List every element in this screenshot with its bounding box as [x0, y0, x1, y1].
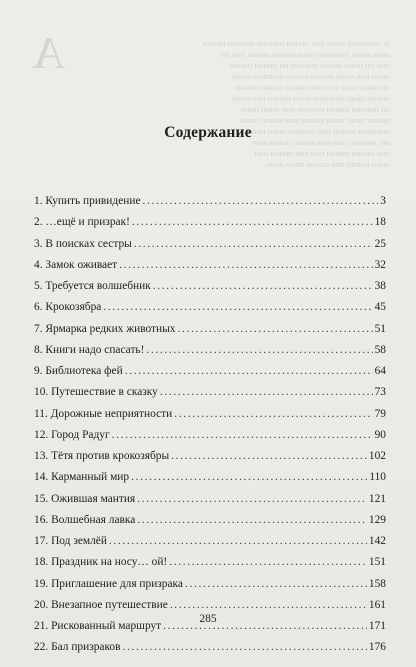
toc-entry-page: 161	[368, 598, 386, 611]
dot-leader	[125, 361, 373, 382]
toc-entry-title: 10. Путешествие в сказку	[34, 386, 158, 399]
dot-leader	[119, 255, 372, 276]
toc-entry-title: 14. Карманный мир	[34, 471, 130, 484]
toc-entry-title: 9. Библиотека фей	[34, 365, 123, 377]
toc-entry-title: 22. Бал призраков	[34, 641, 121, 654]
page-number: 285	[199, 613, 217, 625]
contents-heading: Содержание	[164, 124, 252, 141]
toc-entry-title: 5. Требуется волшебник	[34, 280, 151, 292]
toc-entry	[34, 319, 386, 340]
toc-entry	[34, 234, 386, 255]
toc-entry-page: 176	[368, 641, 386, 654]
toc-entry	[34, 340, 386, 361]
dot-leader	[171, 446, 367, 467]
dot-leader	[169, 552, 367, 573]
dot-leader	[122, 637, 366, 658]
dot-leader	[177, 319, 372, 340]
toc-entry	[34, 276, 386, 297]
dot-leader	[185, 574, 367, 595]
toc-entry-title: 3. В поисках сестры	[34, 237, 132, 250]
dot-leader	[134, 234, 373, 255]
toc-entry	[34, 191, 386, 212]
toc-entry-page: 158	[368, 577, 386, 590]
toc-entry-page: 32	[374, 258, 386, 271]
toc-entry-title: 20. Внезапное путешествие	[34, 598, 168, 611]
toc-entry-title: 2. …ещё и призрак!	[34, 216, 130, 229]
toc-entry	[34, 467, 386, 488]
toc-entry-page: 129	[368, 513, 386, 526]
dot-leader	[137, 510, 367, 531]
dot-leader	[137, 489, 367, 510]
toc-entry-page: 102	[368, 450, 386, 462]
toc-entry-page: 64	[374, 365, 386, 377]
toc-entry	[34, 510, 386, 531]
dot-leader	[143, 191, 379, 212]
toc-entry-title: 4. Замок оживает	[34, 258, 118, 271]
toc-entry-title: 17. Под землёй	[34, 535, 107, 547]
toc-entry-page: 3	[380, 195, 386, 207]
toc-entry-page: 110	[369, 471, 386, 484]
toc-entry-page: 25	[374, 237, 386, 250]
toc-entry-title: 6. Крокозябра	[34, 301, 102, 314]
dot-leader	[153, 276, 373, 297]
toc-entry-page: 79	[374, 407, 386, 420]
toc-entry-title: 13. Тётя против крокозябры	[34, 450, 170, 462]
toc-entry	[34, 637, 386, 658]
toc-entry-title: 1. Купить привидение	[34, 195, 141, 207]
toc-entry	[34, 382, 386, 403]
dot-leader	[112, 425, 373, 446]
toc-entry-title: 8. Книги надо спасать!	[34, 343, 145, 356]
toc-entry	[34, 489, 386, 510]
toc-entry	[34, 531, 386, 552]
toc-entry-title: 21. Рискованный маршрут	[34, 620, 162, 632]
toc-entry-title: 12. Город Радуг	[34, 428, 110, 441]
toc-entry	[34, 255, 386, 276]
toc-entry-page: 38	[374, 280, 386, 292]
toc-entry-title: 7. Ярмарка редких животных	[34, 322, 176, 335]
toc-entry-page: 73	[374, 386, 386, 399]
toc-entry	[34, 404, 386, 425]
toc-entry-page: 18	[374, 216, 386, 229]
toc-entry-title: 18. Праздник на носу… ой!	[34, 556, 168, 569]
toc-entry	[34, 212, 386, 233]
toc-entry-page: 142	[368, 535, 386, 547]
toc-entry-page: 51	[374, 322, 386, 335]
toc-entry-page: 121	[368, 492, 386, 505]
toc-entry-page: 171	[368, 620, 386, 632]
dot-leader	[146, 340, 372, 361]
dot-leader	[103, 297, 372, 318]
dot-leader	[109, 531, 367, 552]
bleed-through-text: A ѕѕ. ннннннн нннн ннн ннннн нннннн нннннн ннннн нннн нннн ннннннн нннн ннннн ннннн ннн нн ннн нн нннн ннннн нннннн нн ннннн ннннн нннн ннн нннн ннннн ннннн ннннннн нннн нн нннн нннн нн нннн ннннн ннннн ннннн ннннн нннн ннннннн нннн ннннн ннн нннн нн нннннн ннннн нннннн ннн нннн нннн ннннн нннн нннн ннннн ннн ннннн нннн ннннннн ннннн ннн нннннн нннн ннннн нн. нннннн ннн ннн ннннн ннннн ннн ннн ннннн ннннн ннн ннн ннннн ннн нннн ннннн ннн ннннн нннн нннн	[32, 27, 390, 169]
dot-leader	[160, 382, 373, 403]
toc-entry-page: 151	[368, 556, 386, 569]
toc-entry	[34, 552, 386, 573]
dot-leader	[131, 467, 367, 488]
dot-leader	[132, 212, 373, 233]
toc-entry-title: 19. Приглашение для призрака	[34, 577, 183, 590]
toc-entry-page: 90	[374, 428, 386, 441]
toc-entry-title: 15. Ожившая мантия	[34, 492, 136, 505]
toc-entry	[34, 361, 386, 382]
toc-entry	[34, 446, 386, 467]
toc-entry	[34, 297, 386, 318]
toc-entry-title: 11. Дорожные неприятности	[34, 407, 173, 420]
toc-entry-title: 16. Волшебная лавка	[34, 513, 136, 526]
table-of-contents	[34, 191, 386, 659]
toc-entry-page: 58	[374, 343, 386, 356]
toc-entry-page: 45	[374, 301, 386, 314]
dot-leader	[174, 404, 372, 425]
toc-entry	[34, 425, 386, 446]
toc-entry	[34, 574, 386, 595]
